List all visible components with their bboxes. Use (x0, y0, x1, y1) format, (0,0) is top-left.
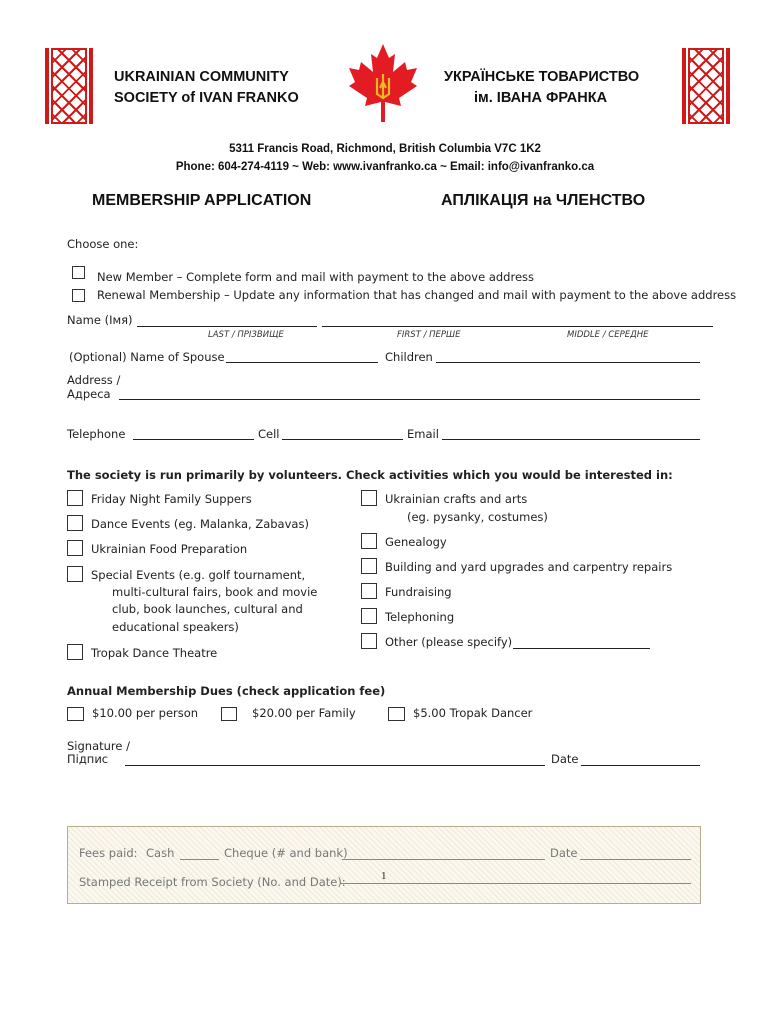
telephone-label: Telephone (67, 427, 126, 441)
org-name-english (114, 67, 299, 109)
friday-suppers-checkbox[interactable] (67, 490, 83, 506)
last-name-field[interactable] (137, 326, 317, 327)
signature-field[interactable] (125, 765, 545, 766)
food-prep-checkbox[interactable] (67, 540, 83, 556)
org-name-ukrainian (444, 67, 639, 109)
stamped-receipt-field[interactable] (340, 883, 691, 884)
special-events-label-2: multi-cultural fairs, book and movie (112, 585, 318, 599)
dues-family-label: $20.00 per Family (252, 706, 356, 720)
signature-label-ua: Підпис (67, 752, 109, 766)
title-ukrainian: АПЛІКАЦІЯ на ЧЛЕНСТВО (441, 192, 646, 209)
spouse-field[interactable] (226, 362, 378, 363)
society-contact: Phone: 604-274-4119 ~ Web: www.ivanfranko.ca ~ Email: info@ivanfranko.ca (175, 161, 595, 173)
telephoning-checkbox[interactable] (361, 608, 377, 624)
first-name-field[interactable] (322, 326, 540, 327)
address-label-en: Address / (67, 373, 121, 387)
fees-date-field[interactable] (580, 859, 691, 860)
signature-label-en: Signature / (67, 739, 131, 753)
spouse-label: (Optional) Name of Spouse (69, 350, 225, 364)
crafts-checkbox[interactable] (361, 490, 377, 506)
special-events-checkbox[interactable] (67, 566, 83, 582)
friday-suppers-label: Friday Night Family Suppers (91, 492, 252, 506)
dues-tropak-checkbox[interactable] (388, 707, 405, 721)
tropak-checkbox[interactable] (67, 644, 83, 660)
genealogy-checkbox[interactable] (361, 533, 377, 549)
dues-tropak-label: $5.00 Tropak Dancer (413, 706, 533, 720)
fees-paid-label: Fees paid: (79, 846, 138, 860)
address-field[interactable] (119, 399, 700, 400)
choose-one-label: Choose one: (67, 237, 139, 251)
genealogy-label: Genealogy (385, 535, 447, 549)
food-prep-label: Ukrainian Food Preparation (91, 542, 248, 556)
dance-events-label: Dance Events (eg. Malanka, Zabavas) (91, 517, 309, 531)
dues-heading: Annual Membership Dues (check application fee) (67, 684, 386, 698)
renewal-checkbox[interactable] (72, 289, 85, 302)
org-name-en-line2: SOCIETY of IVAN FRANKO (114, 90, 299, 106)
special-events-label-1: Special Events (e.g. golf tournament, (91, 568, 306, 582)
cash-label: Cash (146, 846, 175, 860)
crafts-label-2: (eg. pysanky, costumes) (407, 510, 548, 524)
cell-field[interactable] (282, 439, 403, 440)
middle-name-field[interactable] (540, 326, 713, 327)
dues-person-label: $10.00 per person (92, 706, 199, 720)
special-events-label-3: club, book launches, cultural and (112, 602, 303, 616)
signature-date-label: Date (551, 752, 579, 766)
cell-label: Cell (258, 427, 280, 441)
activities-intro: The society is run primarily by volunteers. Check activities which you would be interested in: (67, 468, 673, 482)
title-english: MEMBERSHIP APPLICATION (92, 192, 312, 209)
telephone-field[interactable] (133, 439, 254, 440)
telephoning-label: Telephoning (385, 610, 455, 624)
org-name-ua-line2: ім. ІВАНА ФРАНКА (474, 90, 608, 106)
last-name-caption: LAST / ПРІЗВИЩЕ (208, 330, 284, 340)
dance-events-checkbox[interactable] (67, 515, 83, 531)
stamped-receipt-label: Stamped Receipt from Society (No. and Date): (79, 875, 346, 889)
address-label-ua: Адреса (67, 387, 111, 401)
maple-leaf-trident-logo (347, 42, 419, 124)
cheque-field[interactable] (342, 859, 545, 860)
office-use-box (67, 826, 701, 904)
fundraising-checkbox[interactable] (361, 583, 377, 599)
society-address: 5311 Francis Road, Richmond, British Columbia V7C 1K2 (229, 143, 541, 155)
email-field[interactable] (442, 439, 700, 440)
renewal-label: Renewal Membership – Update any information that has changed and mail with payment to the above address (97, 288, 737, 302)
first-name-caption: FIRST / ПЕРШЕ (397, 330, 461, 340)
children-field[interactable] (436, 362, 700, 363)
new-member-checkbox[interactable] (72, 266, 85, 279)
other-specify-field[interactable] (513, 648, 650, 649)
building-label: Building and yard upgrades and carpentry repairs (385, 560, 673, 574)
new-member-label: New Member – Complete form and mail with payment to the above address (97, 270, 534, 284)
special-events-label-4: educational speakers) (112, 620, 239, 634)
other-checkbox[interactable] (361, 633, 377, 649)
dues-family-checkbox[interactable] (221, 707, 237, 721)
building-checkbox[interactable] (361, 558, 377, 574)
middle-name-caption: MIDDLE / СЕРЕДНЕ (567, 330, 649, 340)
other-label: Other (please specify) (385, 635, 513, 649)
email-label: Email (407, 427, 439, 441)
name-label: Name (Імя) (67, 313, 133, 327)
page-number: 1 (381, 870, 387, 882)
org-name-ua-line1: УКРАЇНСЬКЕ ТОВАРИСТВО (444, 69, 640, 85)
signature-date-field[interactable] (581, 765, 700, 766)
crafts-label-1: Ukrainian crafts and arts (385, 492, 528, 506)
cash-field[interactable] (180, 859, 219, 860)
fundraising-label: Fundraising (385, 585, 452, 599)
fees-date-label: Date (550, 846, 578, 860)
tropak-label: Tropak Dance Theatre (91, 646, 218, 660)
org-name-en-line1: UKRAINIAN COMMUNITY (114, 69, 289, 85)
cheque-label: Cheque (# and bank) (224, 846, 348, 860)
dues-person-checkbox[interactable] (67, 707, 84, 721)
children-label: Children (385, 350, 433, 364)
